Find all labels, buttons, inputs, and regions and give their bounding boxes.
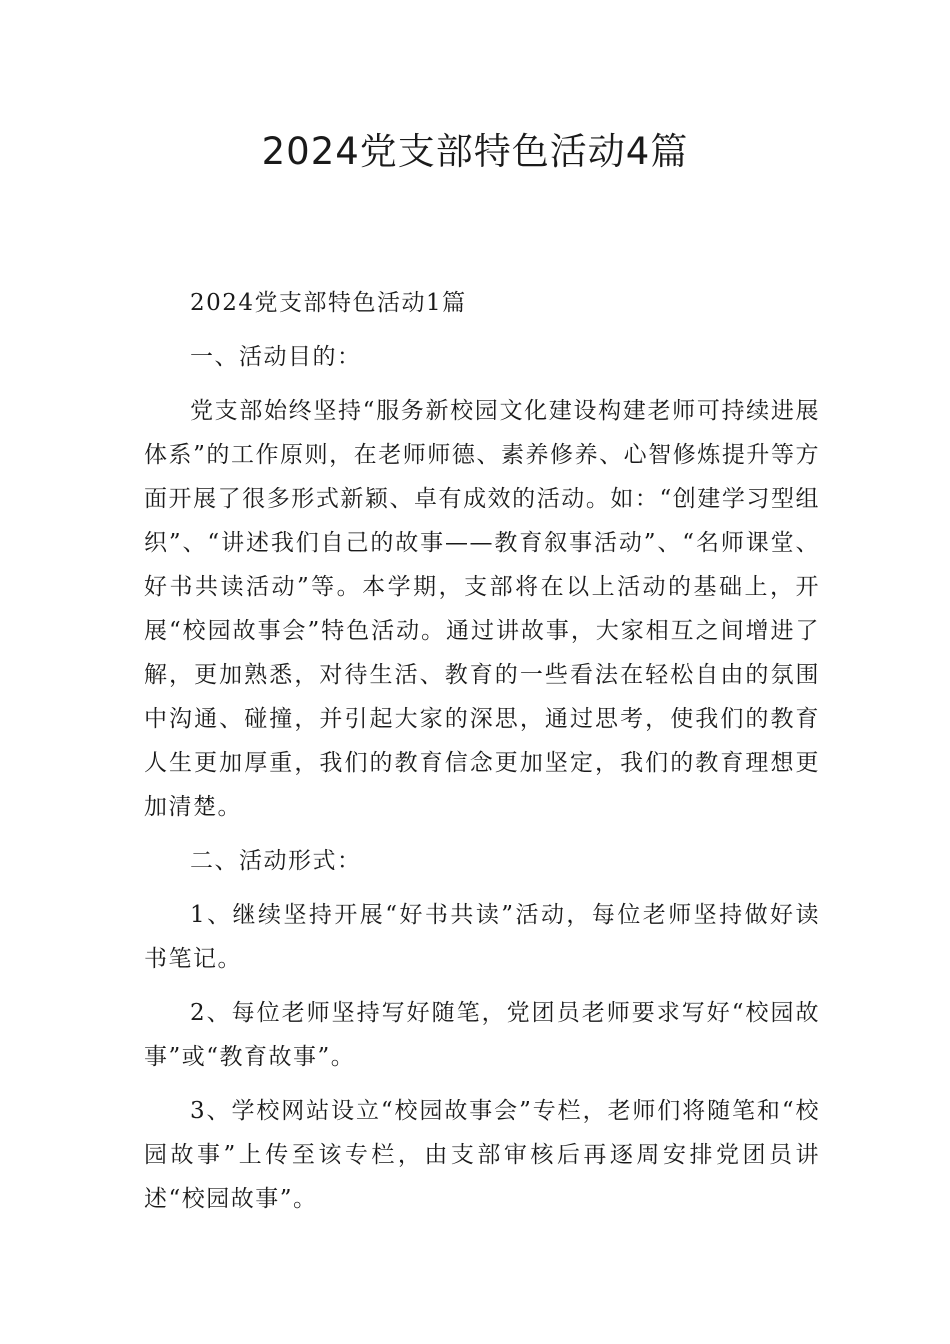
format-item-2: 2、每位老师坚持写好随笔，党团员老师要求写好“校园故事”或“教育故事”。 (144, 1000, 820, 1070)
format-item-3: 3、学校网站设立“校园故事会”专栏，老师们将随笔和“校园故事”上传至该专栏，由支部审核后再逐周安排党团员讲述“校园故事”。 (144, 1098, 820, 1212)
section-heading-format: 二、活动形式： (190, 848, 362, 874)
format-item-1: 1、继续坚持开展“好书共读”活动，每位老师坚持做好读书笔记。 (144, 902, 820, 972)
document-body (144, 281, 820, 1231)
article-subtitle: 2024党支部特色活动1篇 (190, 290, 467, 316)
document-title: 2024党支部特色活动4篇 (261, 130, 689, 173)
section-heading-purpose: 一、活动目的： (190, 344, 362, 370)
purpose-paragraph: 党支部始终坚持“服务新校园文化建设构建老师可持续进展体系”的工作原则，在老师师德、素养修养、心智修炼提升等方面开展了很多形式新颖、卓有成效的活动。如：“创建学习型组织”、“讲述我们自己的故事——教育叙事活动”、“名师课堂、好书共读活动”等。本学期，支部将在以上活动的基础上，开展“校园故事会”特色活动。通过讲故事，大家相互之间增进了解，更加熟悉，对待生活、教育的一些看法在轻松自由的氛围中沟通、碰撞，并引起大家的深思，通过思考，使我们的教育人生更加厚重，我们的教育信念更加坚定，我们的教育理想更加清楚。 (144, 398, 820, 820)
